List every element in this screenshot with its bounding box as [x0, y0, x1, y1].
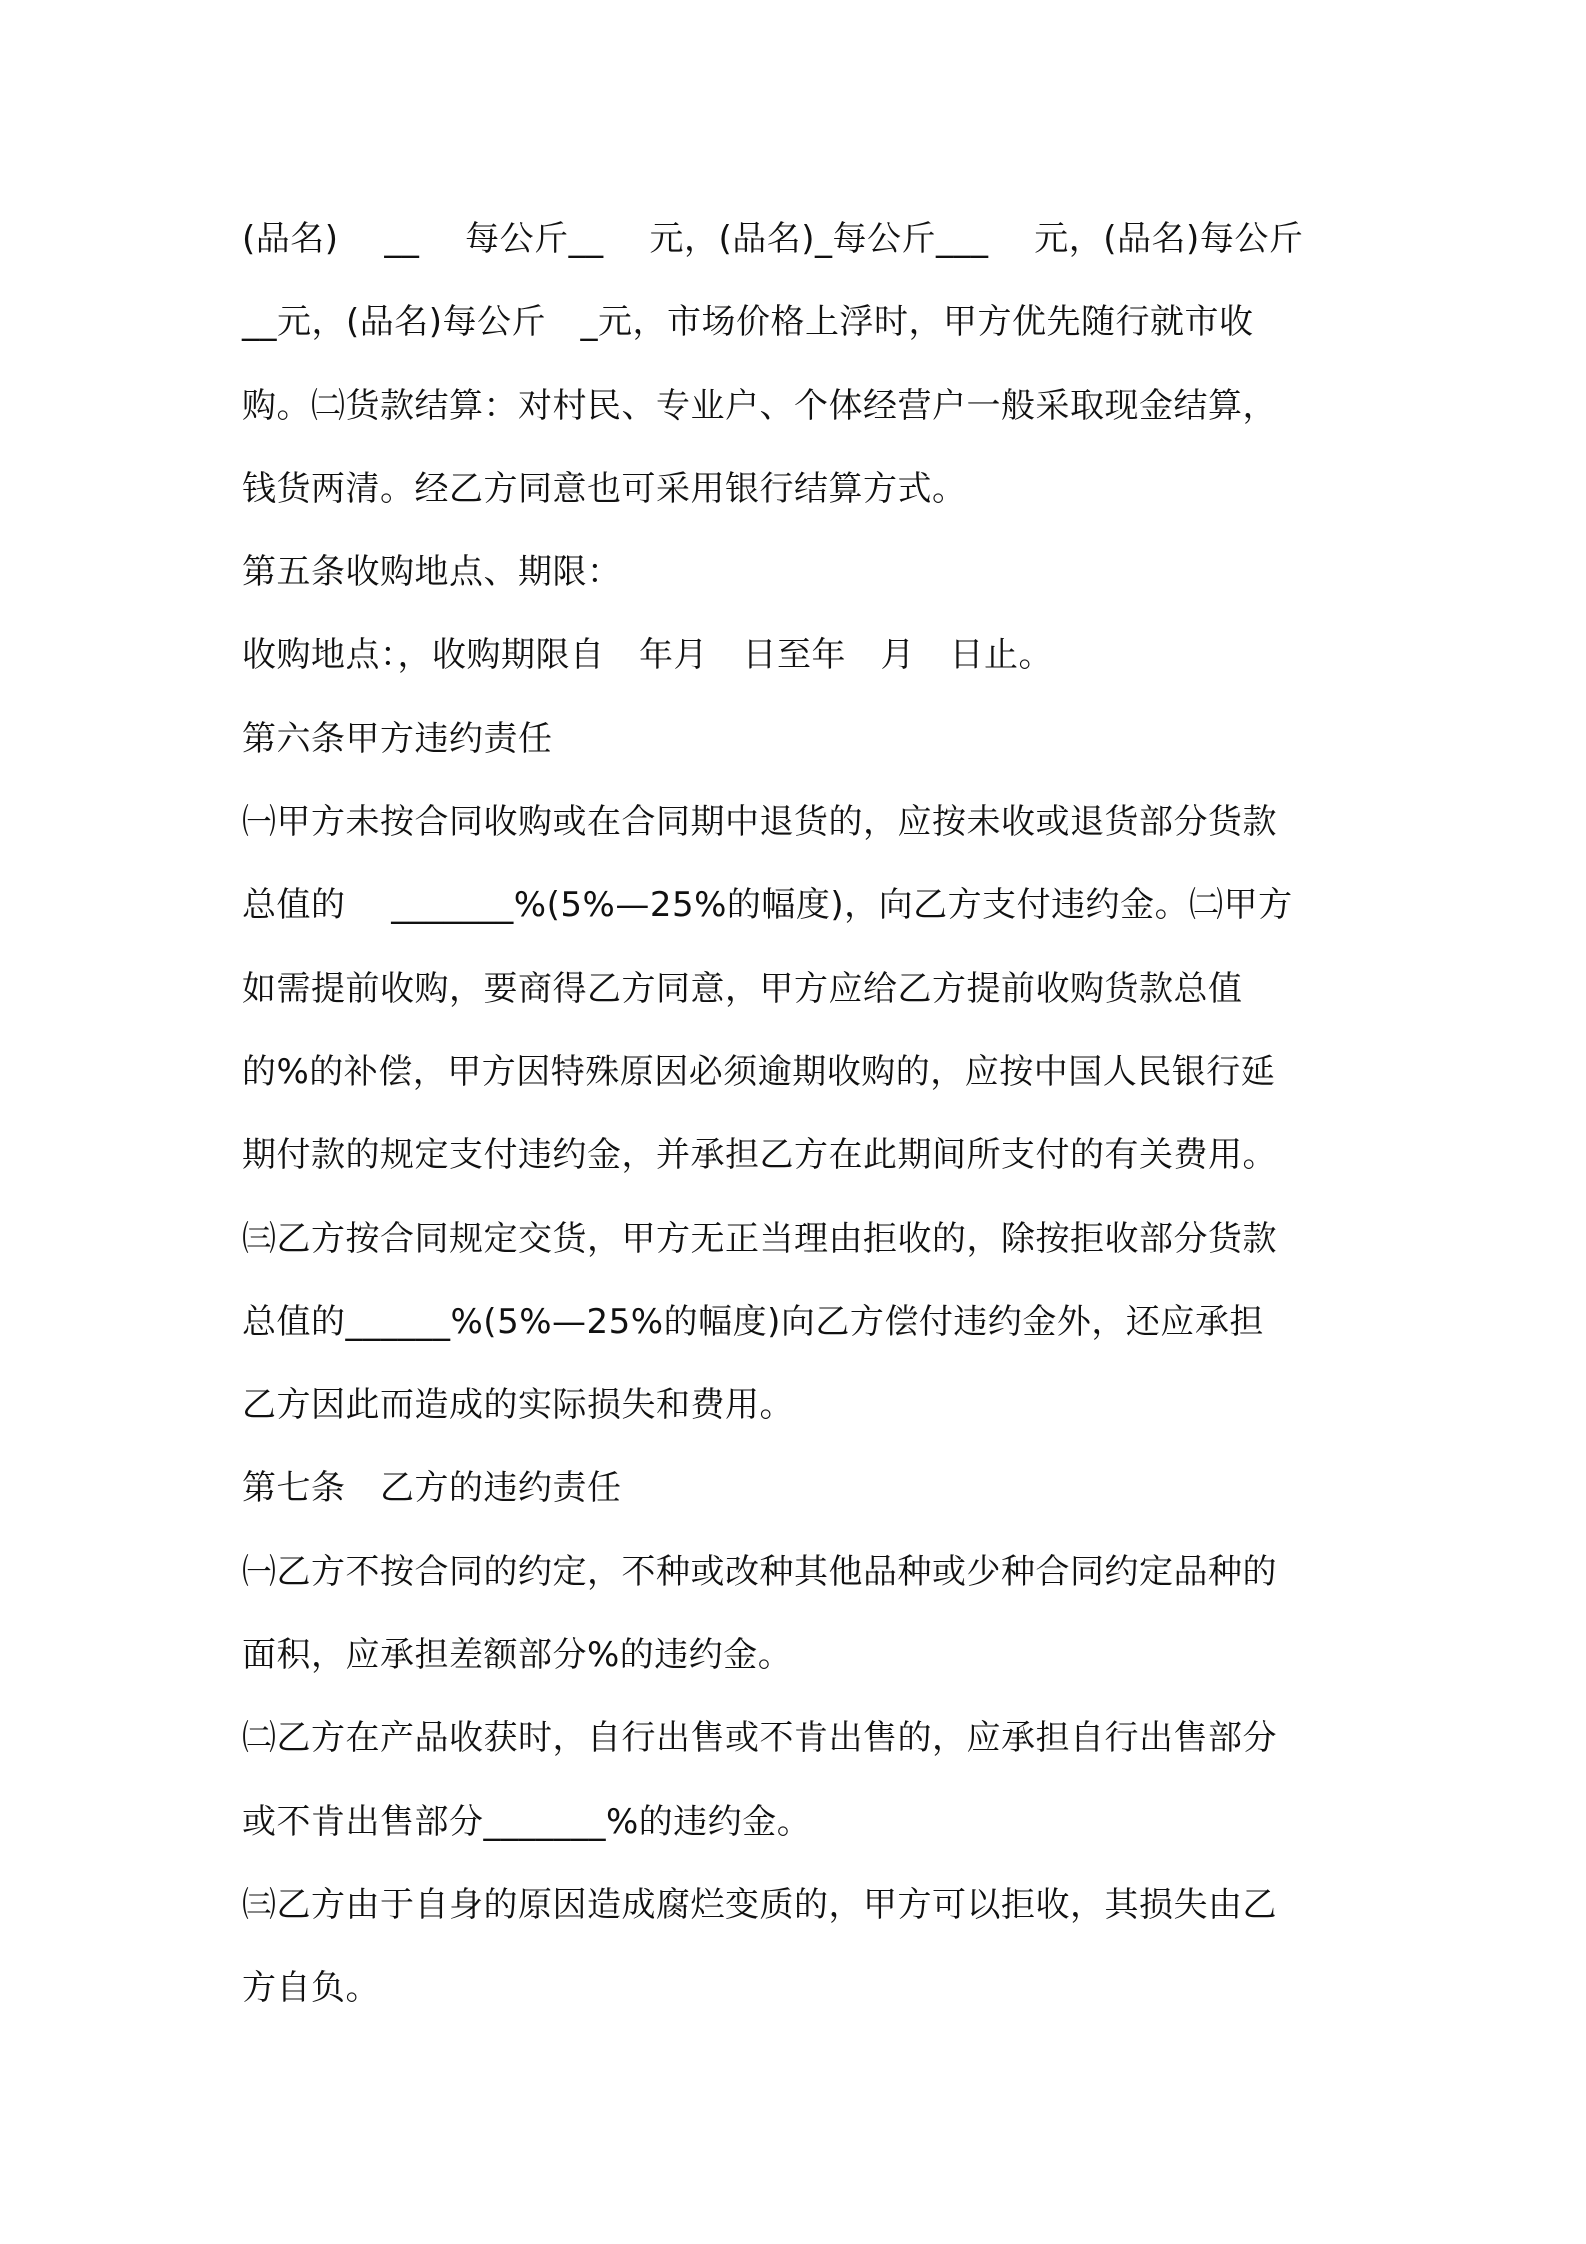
text-line: 总值的______%(5%—25%的幅度)向乙方偿付违约金外，还应承担 [242, 1301, 1264, 1342]
text-line: ㈢乙方由于自身的原因造成腐烂变质的，甲方可以拒收，其损失由乙 [242, 1884, 1277, 1925]
text-line: 如需提前收购，要商得乙方同意，甲方应给乙方提前收购货款总值 [242, 968, 1243, 1009]
text-line: 的%的补偿，甲方因特殊原因必须逾期收购的，应按中国人民银行延 [242, 1051, 1276, 1092]
text-line: (品名) __ 每公斤__ 元，(品名)_每公斤___ 元，(品名)每公斤 [242, 219, 1304, 259]
text-line: 购。㈡货款结算：对村民、专业户、个体经营户一般采取现金结算， [242, 385, 1277, 426]
text-line: 总值的 _______%(5%—25%的幅度)，向乙方支付违约金。㈡甲方 [242, 885, 1293, 926]
text-line: 或不肯出售部分_______%的违约金。 [242, 1801, 812, 1842]
text-line: ㈡乙方在产品收获时，自行出售或不肯出售的，应承担自行出售部分 [242, 1718, 1277, 1759]
text-line: 方自负。 [242, 1968, 380, 2009]
text-line: 乙方因此而造成的实际损失和费用。 [242, 1385, 794, 1426]
text-line: 钱货两清。经乙方同意也可采用银行结算方式。 [242, 468, 967, 509]
article-heading: 第五条收购地点、期限： [242, 552, 622, 593]
article-heading: 第六条甲方违约责任 [242, 718, 553, 759]
text-line: 期付款的规定支付违约金，并承担乙方在此期间所支付的有关费用。 [242, 1135, 1277, 1176]
text-line: 收购地点：，收购期限自 年月 日至年 月 日止。 [242, 635, 1053, 676]
article-heading: 第七条 乙方的违约责任 [242, 1468, 622, 1509]
text-line: ㈢乙方按合同规定交货，甲方无正当理由拒收的，除按拒收部分货款 [242, 1218, 1277, 1259]
text-line: __元，(品名)每公斤 _元，市场价格上浮时，甲方优先随行就市收 [242, 302, 1254, 343]
text-line: ㈠甲方未按合同收购或在合同期中退货的，应按未收或退货部分货款 [242, 802, 1277, 843]
text-line: ㈠乙方不按合同的约定，不种或改种其他品种或少种合同约定品种的 [242, 1551, 1277, 1592]
contract-body [242, 198, 1362, 2031]
text-line: 面积，应承担差额部分%的违约金。 [242, 1635, 793, 1676]
